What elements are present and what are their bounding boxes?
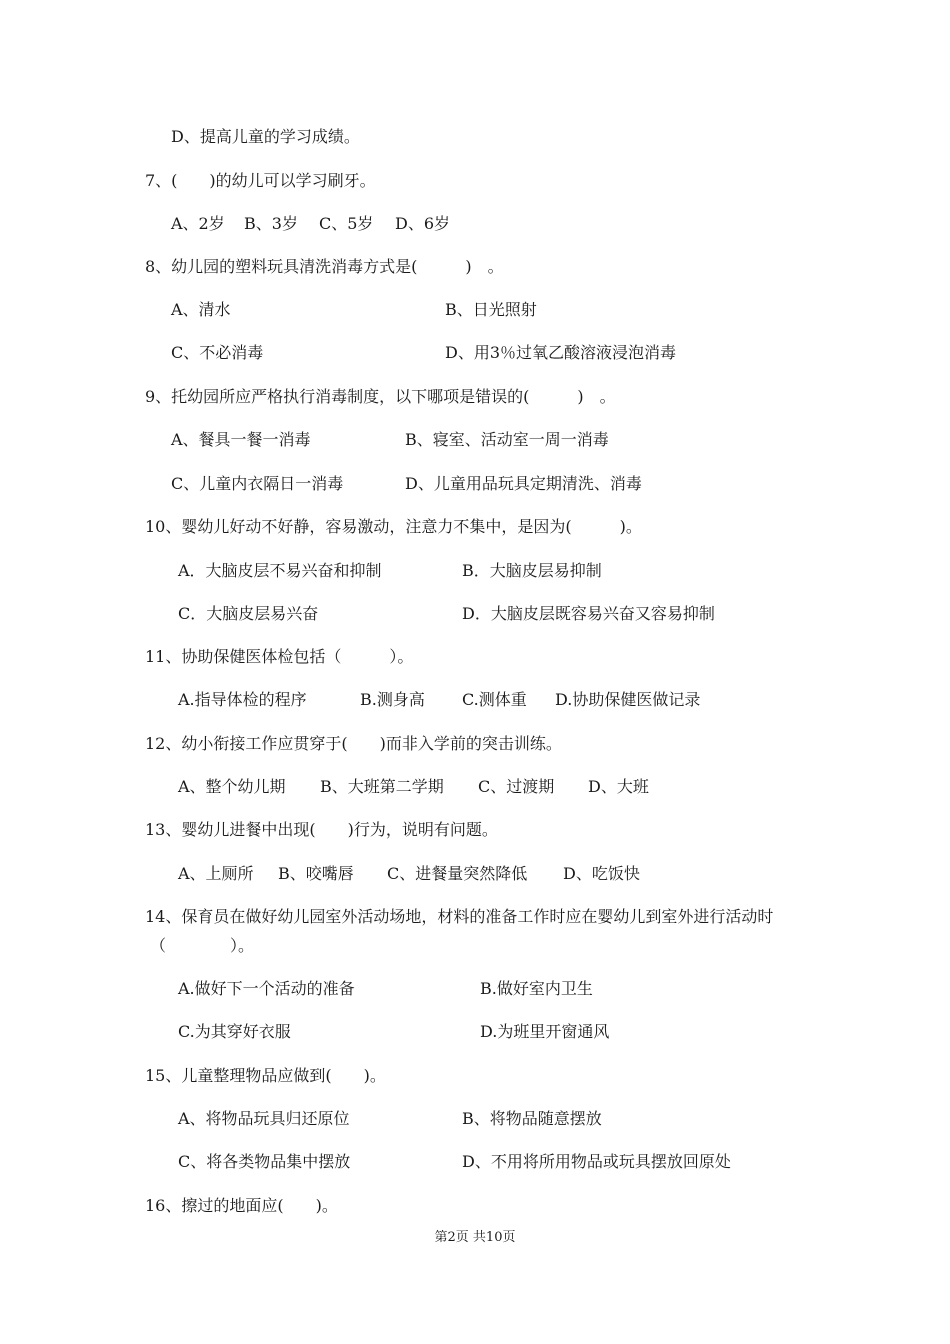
q13-option-a: A、上厕所 xyxy=(178,864,254,883)
q13-option-d: D、吃饭快 xyxy=(563,864,640,883)
q13-stem: 13、婴幼儿进餐中出现( )行为，说明有问题。 xyxy=(145,820,498,839)
q15-option-a: A、将物品玩具归还原位 xyxy=(178,1109,350,1128)
q13-option-b: B、咬嘴唇 xyxy=(278,864,354,883)
q14-stem-line1: 14、保育员在做好幼儿园室外活动场地，材料的准备工作时应在婴幼儿到室外进行活动时 xyxy=(145,907,774,926)
q11-stem: 11、协助保健医体检包括（ ）。 xyxy=(145,647,414,666)
q12-option-a: A、整个幼儿期 xyxy=(178,777,286,796)
q13-option-c: C、进餐量突然降低 xyxy=(387,864,528,883)
q15-option-b: B、将物品随意摆放 xyxy=(462,1109,602,1128)
q9-option-d: D、儿童用品玩具定期清洗、消毒 xyxy=(405,474,642,493)
q14-stem-line2: （ ）。 xyxy=(150,936,255,955)
q12-option-b: B、大班第二学期 xyxy=(320,777,444,796)
q10-option-b: B．大脑皮层易抑制 xyxy=(462,561,602,580)
q8-option-d: D、用3％过氧乙酸溶液浸泡消毒 xyxy=(445,343,677,362)
q11-option-b: B.测身高 xyxy=(360,690,425,709)
q15-option-c: C、将各类物品集中摆放 xyxy=(178,1152,351,1171)
q15-stem: 15、儿童整理物品应做到( )。 xyxy=(145,1066,386,1085)
q10-option-d: D．大脑皮层既容易兴奋又容易抑制 xyxy=(462,604,715,623)
q9-option-a: A、餐具一餐一消毒 xyxy=(171,430,311,449)
q14-option-b: B.做好室内卫生 xyxy=(480,979,593,998)
q7-option-d: D、6岁 xyxy=(395,214,451,233)
q9-stem: 9、托幼园所应严格执行消毒制度，以下哪项是错误的( ) 。 xyxy=(145,387,616,406)
q6-option-d: D、提高儿童的学习成绩。 xyxy=(171,127,360,146)
q8-option-c: C、不必消毒 xyxy=(171,343,264,362)
q7-option-c: C、5岁 xyxy=(319,214,374,233)
q11-option-d: D.协助保健医做记录 xyxy=(555,690,701,709)
q14-option-d: D.为班里开窗通风 xyxy=(480,1022,610,1041)
page-footer: 第2页 共10页 xyxy=(434,1230,516,1245)
q8-option-a: A、清水 xyxy=(171,300,231,319)
q15-option-d: D、不用将所用物品或玩具摆放回原处 xyxy=(462,1152,731,1171)
q11-option-a: A.指导体检的程序 xyxy=(178,690,307,709)
q10-stem: 10、婴幼儿好动不好静，容易激动，注意力不集中，是因为( )。 xyxy=(145,517,642,536)
q16-stem: 16、擦过的地面应( )。 xyxy=(145,1196,338,1215)
q8-stem: 8、幼儿园的塑料玩具清洗消毒方式是( ) 。 xyxy=(145,257,504,276)
q7-option-b: B、3岁 xyxy=(244,214,298,233)
q12-option-c: C、过渡期 xyxy=(478,777,555,796)
q12-stem: 12、幼小衔接工作应贯穿于( )而非入学前的突击训练。 xyxy=(145,734,562,753)
q12-option-d: D、大班 xyxy=(588,777,649,796)
q14-option-c: C.为其穿好衣服 xyxy=(178,1022,291,1041)
q10-option-c: C．大脑皮层易兴奋 xyxy=(178,604,319,623)
q9-option-b: B、寝室、活动室一周一消毒 xyxy=(405,430,609,449)
q11-option-c: C.测体重 xyxy=(462,690,527,709)
q10-option-a: A．大脑皮层不易兴奋和抑制 xyxy=(178,561,382,580)
q8-option-b: B、日光照射 xyxy=(445,300,537,319)
q7-option-a: A、2岁 xyxy=(171,214,225,233)
q9-option-c: C、儿童内衣隔日一消毒 xyxy=(171,474,344,493)
q7-stem: 7、( )的幼儿可以学习刷牙。 xyxy=(145,171,376,190)
q14-option-a: A.做好下一个活动的准备 xyxy=(178,979,355,998)
